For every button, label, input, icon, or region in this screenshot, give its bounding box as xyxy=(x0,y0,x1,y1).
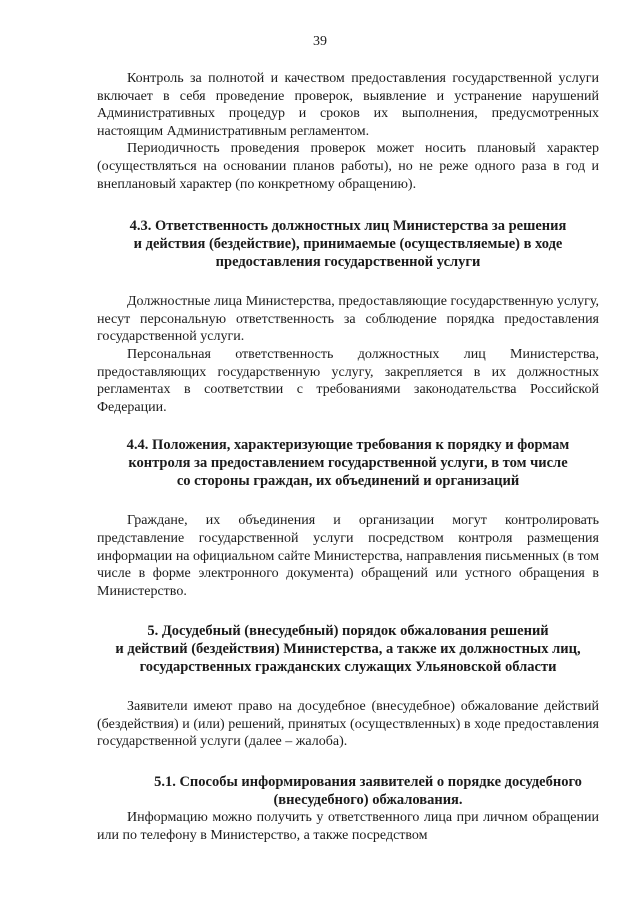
heading-line: предоставления государственной услуги xyxy=(215,254,481,271)
heading-line: 5. Досудебный (внесудебный) порядок обжалования решений xyxy=(147,623,549,640)
paragraph-information-sources: Информацию можно получить у ответственного лица при личном обращении или по телефону в Министерство, а также посредством xyxy=(97,810,599,843)
heading-5 xyxy=(97,622,599,676)
heading-4-4 xyxy=(97,436,599,490)
heading-4-3 xyxy=(97,217,599,271)
paragraph-control-scope: Контроль за полнотой и качеством предоставления государственной услуги включает в себя проведение проверок, выявление и устранение нарушений Административных процедур и сроков их выполнения, предусмотренных настоящим Административным регламентом. xyxy=(97,71,599,139)
paragraph-personal-responsibility: Персональная ответственность должностных лиц Министерства, предоставляющих государственную услугу, закрепляется в их должностных регламентах в соответствии с требованиями законодательства Российской Федерации. xyxy=(97,346,599,415)
paragraph-appeal-right: Заявители имеют право на досудебное (внесудебное) обжалование действий (бездействия) и (или) решений, принятых (осуществленных) в ходе предоставления государственной услуги (далее – жалоба). xyxy=(97,699,599,750)
document-body xyxy=(97,70,599,844)
page-number: 39 xyxy=(313,34,327,49)
heading-line: и действия (бездействие), принимаемые (осуществляемые) в ходе xyxy=(133,236,563,253)
heading-line: (внесудебного) обжалования. xyxy=(273,792,463,809)
heading-line: со стороны граждан, их объединений и организаций xyxy=(176,473,520,490)
paragraph-inspection-frequency: Периодичность проведения проверок может носить плановый характер (осуществляться на основании планов работы), но не реже одного раза в год и внеплановый характер (по конкретному обращению). xyxy=(97,141,599,192)
heading-5-1 xyxy=(97,773,599,809)
heading-line: и действий (бездействия) Министерства, а также их должностных лиц, xyxy=(115,641,581,658)
paragraph-citizen-control: Граждане, их объединения и организации могут контролировать представление государственной услуги посредством контроля размещения информации на официальном сайте Министерства, направления письменных (в том числе в форме электронного документа) обращений или устного обращения в Министерство. xyxy=(97,513,599,599)
heading-line: государственных гражданских служащих Ульяновской области xyxy=(139,659,557,676)
paragraph-officials-responsibility: Должностные лица Министерства, предоставляющие государственную услугу, несут персональную ответственность за соблюдение порядка предоставления государственной услуги. xyxy=(97,294,599,345)
heading-line: 4.3. Ответственность должностных лиц Министерства за решения xyxy=(129,218,567,235)
heading-line: 4.4. Положения, характеризующие требования к порядку и формам xyxy=(126,437,570,454)
heading-line: 5.1. Способы информирования заявителей о порядке досудебного xyxy=(154,774,582,791)
heading-line: контроля за предоставлением государственной услуги, в том числе xyxy=(128,455,568,472)
